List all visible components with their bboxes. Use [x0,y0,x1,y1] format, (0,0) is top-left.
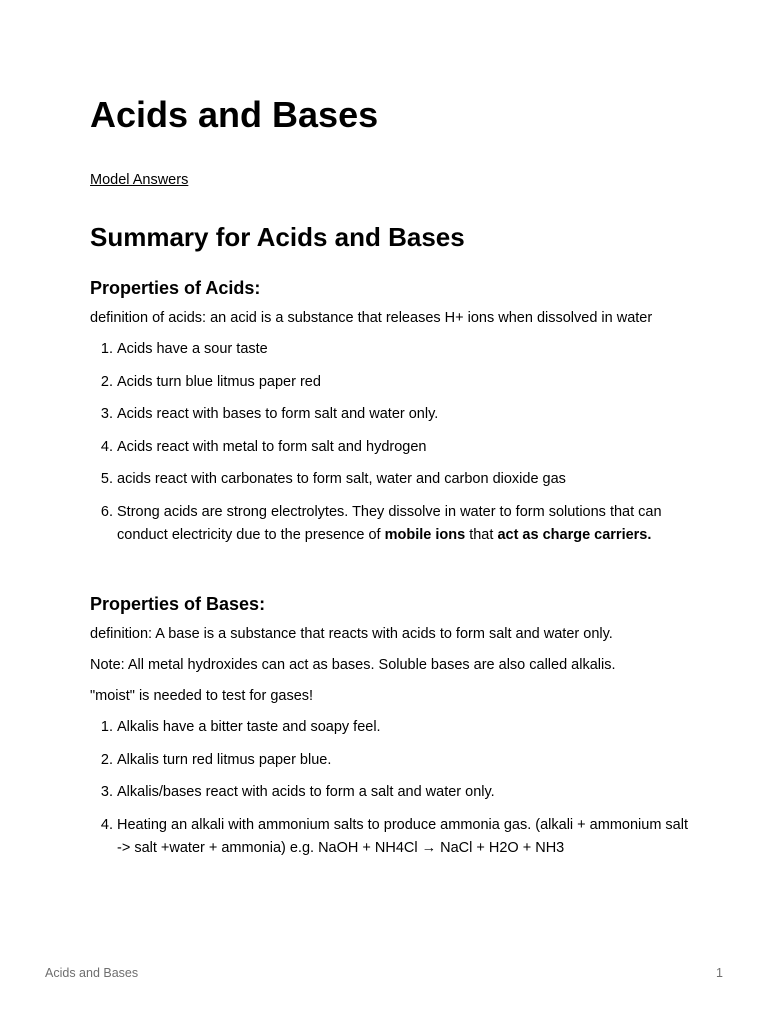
item-text-period: . [647,526,652,543]
list-item: 3. Alkalis/bases react with acids to form a salt and water only. [117,781,690,804]
acids-section [90,276,690,556]
acids-heading: Properties of Acids: [90,278,261,298]
list-item: 1. Alkalis have a bitter taste and soapy feel. [117,716,690,739]
list-item: 5. acids react with carbonates to form salt, water and carbon dioxide gas [117,468,690,491]
item-text: Strong acids are strong electrolytes. They dissolve in water to form solutions that can conduct electricity due to the presence of [117,503,662,543]
list-item: 4. Heating an alkali with ammonium salts to produce ammonia gas. (alkali + ammonium salt -> salt +water + ammonia) e.g. NaOH + NH4Cl → NaCl + H2O + NH3 [117,814,690,860]
moist-note: "moist" is needed to test for gases! [90,688,314,704]
bold-term-charge-carriers: act as charge carriers [497,526,648,543]
footer-title: Acids and Bases [45,966,139,980]
summary-heading: Summary for Acids and Bases [90,222,465,252]
bases-section [90,592,690,869]
item-text: that [465,526,498,543]
list-item: 3. Acids react with bases to form salt and water only. [117,403,690,426]
page-title: Acids and Bases [90,94,379,135]
model-answers-link[interactable]: Model Answers [90,172,189,188]
list-item: 1. Acids have a sour taste [117,338,690,361]
bases-heading: Properties of Bases: [90,594,266,614]
bases-property-list [90,716,690,860]
list-item: 2. Alkalis turn red litmus paper blue. [117,749,690,772]
acids-definition: definition of acids: an acid is a substance that releases H+ ions when dissolved in water [90,310,653,326]
bold-term-mobile-ions: mobile ions [384,526,466,543]
list-item: 2. Acids turn blue litmus paper red [117,371,690,394]
bases-definition: definition: A base is a substance that reacts with acids to form salt and water only. [90,626,613,642]
list-item: 4. Acids react with metal to form salt and hydrogen [117,436,690,459]
footer-page-number: 1 [716,966,723,980]
list-item [117,501,690,547]
acids-property-list [90,338,690,547]
bases-note: Note: All metal hydroxides can act as bases. Soluble bases are also called alkalis. [90,657,616,673]
